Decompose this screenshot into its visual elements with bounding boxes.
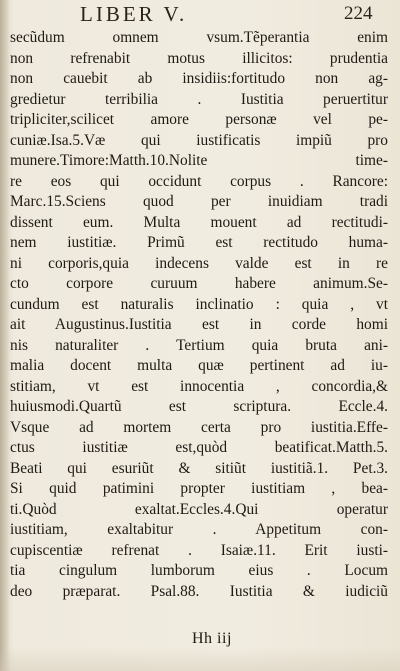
text-line: Marc.15.Sciens quod per inuidiam tradi [10, 193, 388, 210]
running-head: LIBER V. [80, 2, 188, 26]
page-edge-shadow [0, 647, 400, 671]
text-line: gredietur terribilia . Iustitia peruertitur [10, 90, 388, 108]
text-line: cupiscentiæ refrenat . Isaiæ.11. Erit iusti- [10, 541, 388, 559]
signature-mark: Hh iij [192, 630, 232, 647]
page-header [0, 2, 400, 28]
text-line: deo præparat. Psal.88. Iustitia & iudiciũ [10, 582, 388, 600]
text-line: ti.Quòd exaltat.Eccles.4.Qui operatur [10, 500, 388, 518]
text-line: stitiam, vt est innocentia , concordia,& [10, 377, 388, 395]
text-line: ctus iustitiæ est,quòd beatificat.Matth.5. [10, 439, 388, 456]
text-line: cto corpore curuum habere animum.Se- [10, 275, 388, 292]
text-line: non refrenabit motus illicitos: prudentia [10, 49, 388, 67]
text-line: munere.Timore:Matth.10.Nolite time- [10, 152, 388, 169]
text-line: huiusmodi.Quartũ est scriptura. Eccle.4. [10, 398, 388, 415]
text-line: non cauebit ab insidiis:fortitudo non ag- [10, 70, 388, 87]
text-line: dissent eum. Multa mouent ad rectitudi- [10, 213, 388, 231]
text-line: tia cingulum lumborum eius . Locum [10, 562, 388, 579]
text-line: Vsque ad mortem certa pro iustitia.Effe- [10, 418, 388, 436]
text-line: Si quid patimini propter iustitiam , bea- [10, 480, 388, 497]
text-line: malia docent multa quæ pertinent ad iu- [10, 357, 388, 374]
gutter-shadow [0, 0, 10, 671]
text-line: nis naturaliter . Tertium quia bruta ani- [10, 336, 388, 354]
text-line: secũdum omnem vsum.Tẽperantia enim [10, 29, 388, 46]
text-line: re eos qui occidunt corpus . Rancore: [10, 172, 388, 190]
body-text [10, 28, 388, 602]
text-line: cuniæ.Isa.5.Væ qui iustificatis impiũ pro [10, 131, 388, 149]
text-line: ni corporis,quia indecens valde est in re [10, 254, 388, 272]
page-number: 224 [344, 3, 373, 24]
text-line: Beati qui esuriũt & sitiũt iustitiã.1. Pet.3. [10, 459, 388, 477]
text-line: cundum est naturalis inclinatio : quia , vt [10, 295, 388, 313]
text-line: tripliciter,scilicet amore personæ vel pe- [10, 111, 388, 128]
text-line: iustitiam, exaltabitur . Appetitum con- [10, 521, 388, 538]
text-line: nem iustitiæ. Primũ est rectitudo huma- [10, 234, 388, 251]
text-line: ait Augustinus.Iustitia est in corde homi [10, 316, 388, 333]
